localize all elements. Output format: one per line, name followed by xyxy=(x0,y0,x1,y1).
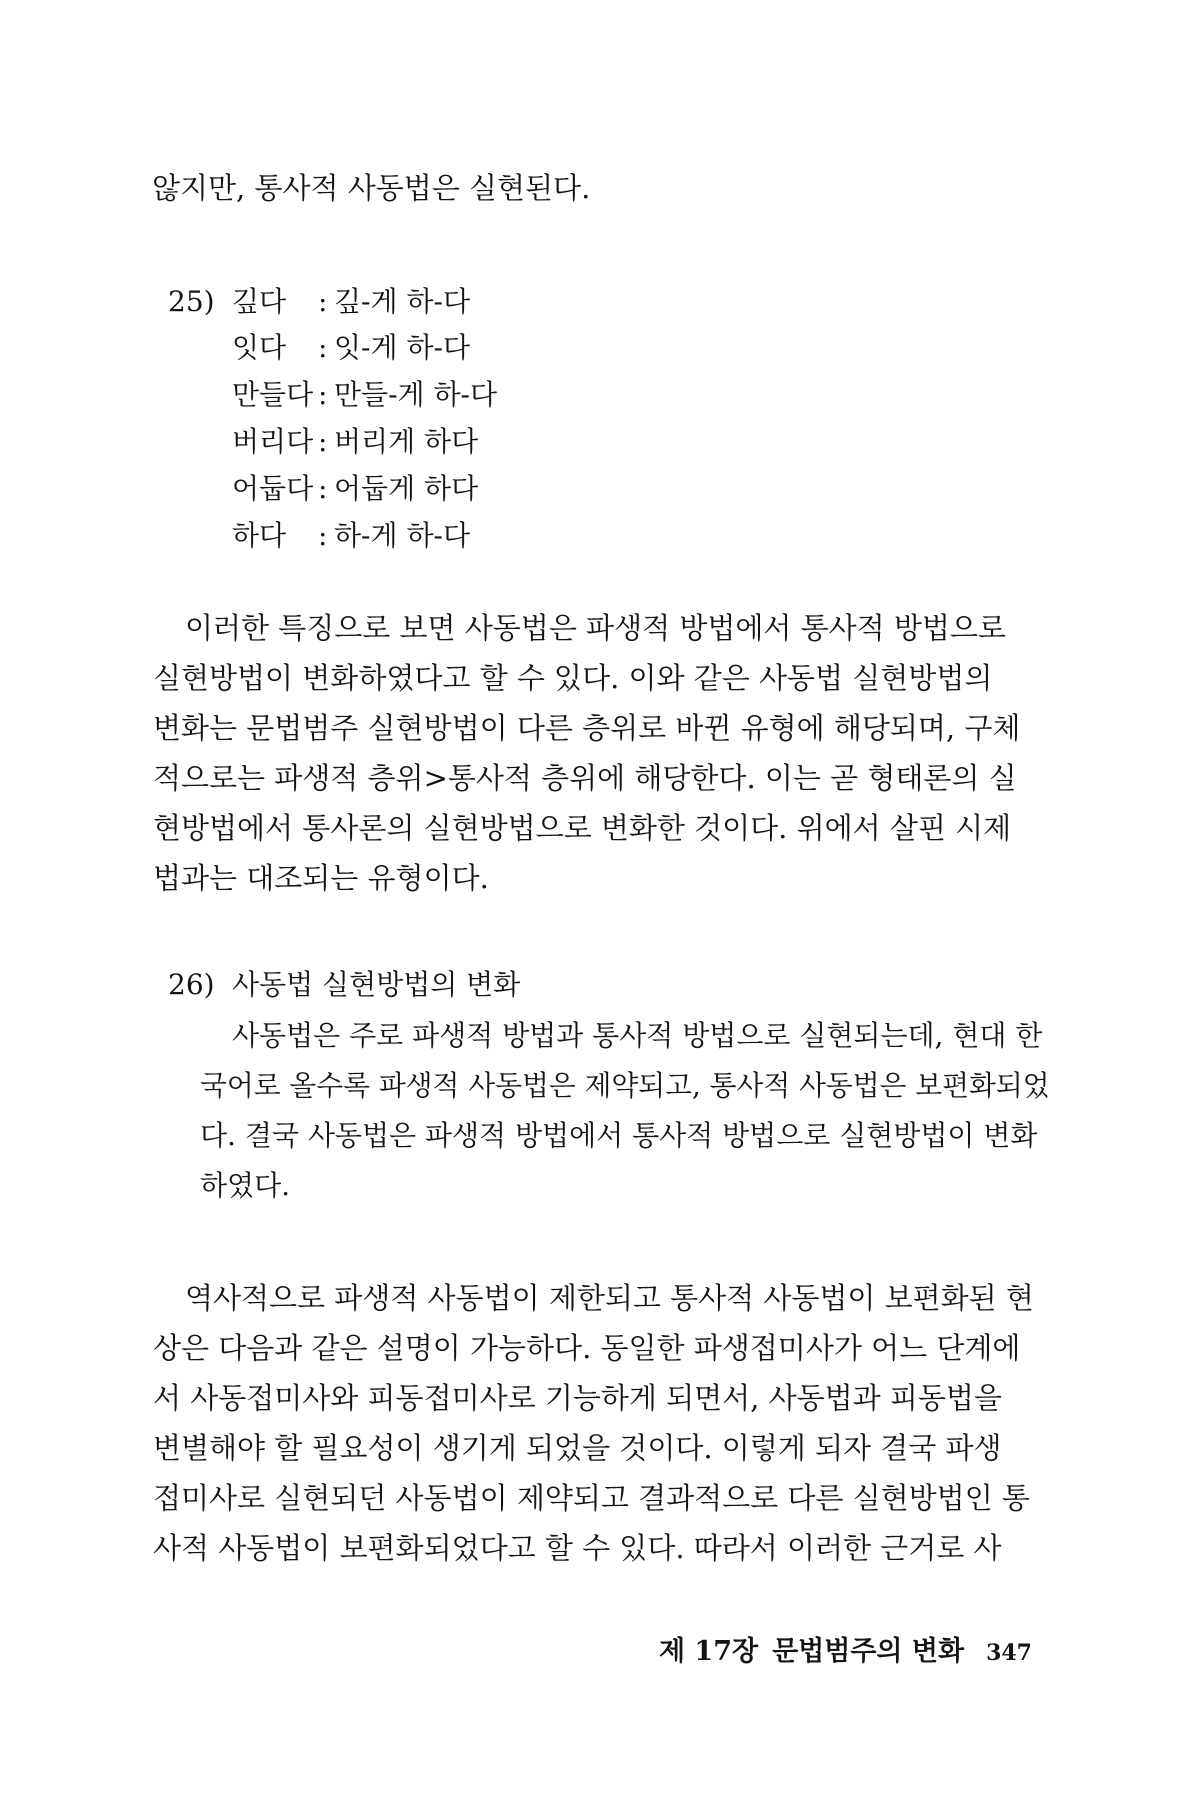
paragraph-line: 법과는 대조되는 유형이다. xyxy=(153,861,489,895)
example-term: 깊다 xyxy=(232,285,287,318)
example-26-title: 사동법 실현방법의 변화 xyxy=(232,968,521,1001)
example-form: 잇-게 하-다 xyxy=(334,331,471,364)
example-colon: : xyxy=(318,472,328,505)
paragraph-line: 상은 다음과 같은 설명이 가능하다. 동일한 파생접미사가 어느 단계에 xyxy=(153,1331,1021,1365)
example-25-row xyxy=(232,422,478,462)
example-25-row xyxy=(232,328,470,368)
example-term: 버리다 xyxy=(232,425,314,458)
paragraph-line: 현방법에서 통사론의 실현방법으로 변화한 것이다. 위에서 살핀 시제 xyxy=(153,811,1012,845)
example-colon: : xyxy=(318,331,328,364)
page-footer xyxy=(645,1632,1032,1673)
page-number: 347 xyxy=(986,1640,1032,1666)
example-form: 만들-게 하-다 xyxy=(334,378,498,411)
example-26-label: 26) xyxy=(168,968,215,1001)
paragraph-line: 사적 사동법이 보편화되었다고 할 수 있다. 따라서 이러한 근거로 사 xyxy=(153,1531,1002,1565)
example-25-row xyxy=(232,375,497,415)
example-25-label: 25) xyxy=(168,285,215,318)
example-25-row xyxy=(232,282,470,322)
paragraph-line: 변별해야 할 필요성이 생기게 되었을 것이다. 이렇게 되자 결국 파생 xyxy=(153,1431,1002,1465)
paragraph-line: 서 사동접미사와 피동접미사로 기능하게 되면서, 사동법과 피동법을 xyxy=(153,1381,1002,1415)
example-colon: : xyxy=(318,378,328,411)
paragraph-line: 변화는 문법범주 실현방법이 다른 층위로 바뀐 유형에 해당되며, 구체 xyxy=(153,711,1021,745)
example-term: 잇다 xyxy=(232,331,287,364)
example-form: 깊-게 하-다 xyxy=(334,285,471,318)
example-26-line: 국어로 올수록 파생적 사동법은 제약되고, 통사적 사동법은 보편화되었 xyxy=(200,1069,1050,1102)
example-form: 하-게 하-다 xyxy=(334,519,471,552)
paragraph-line: 접미사로 실현되던 사동법이 제약되고 결과적으로 다른 실현방법인 통 xyxy=(153,1481,1030,1515)
example-25-row xyxy=(232,516,470,556)
example-form: 어둡게 하다 xyxy=(334,472,479,505)
example-form: 버리게 하다 xyxy=(334,425,479,458)
example-colon: : xyxy=(318,519,328,552)
paragraph-line: 역사적으로 파생적 사동법이 제한되고 통사적 사동법이 보편화된 현 xyxy=(185,1281,1034,1315)
example-26-line: 하였다. xyxy=(200,1169,291,1202)
example-term: 어둡다 xyxy=(232,472,314,505)
example-colon: : xyxy=(318,285,328,318)
paragraph-line: 이러한 특징으로 보면 사동법은 파생적 방법에서 통사적 방법으로 xyxy=(185,611,1006,645)
example-term: 하다 xyxy=(232,519,287,552)
paragraph-line: 적으로는 파생적 층위>통사적 층위에 해당한다. 이는 곧 형태론의 실 xyxy=(153,761,1017,795)
chapter-title: 문법범주의 변화 xyxy=(772,1636,965,1667)
example-26-line: 다. 결국 사동법은 파생적 방법에서 통사적 방법으로 실현방법이 변화 xyxy=(200,1119,1038,1152)
continuation-line: 않지만, 통사적 사동법은 실현된다. xyxy=(152,171,591,205)
chapter-number: 제 17장 xyxy=(658,1636,759,1667)
example-term: 만들다 xyxy=(232,378,314,411)
example-26-line: 사동법은 주로 파생적 방법과 통사적 방법으로 실현되는데, 현대 한 xyxy=(232,1019,1043,1052)
paragraph-line: 실현방법이 변화하였다고 할 수 있다. 이와 같은 사동법 실현방법의 xyxy=(153,661,993,695)
example-colon: : xyxy=(318,425,328,458)
example-25-row xyxy=(232,469,478,509)
